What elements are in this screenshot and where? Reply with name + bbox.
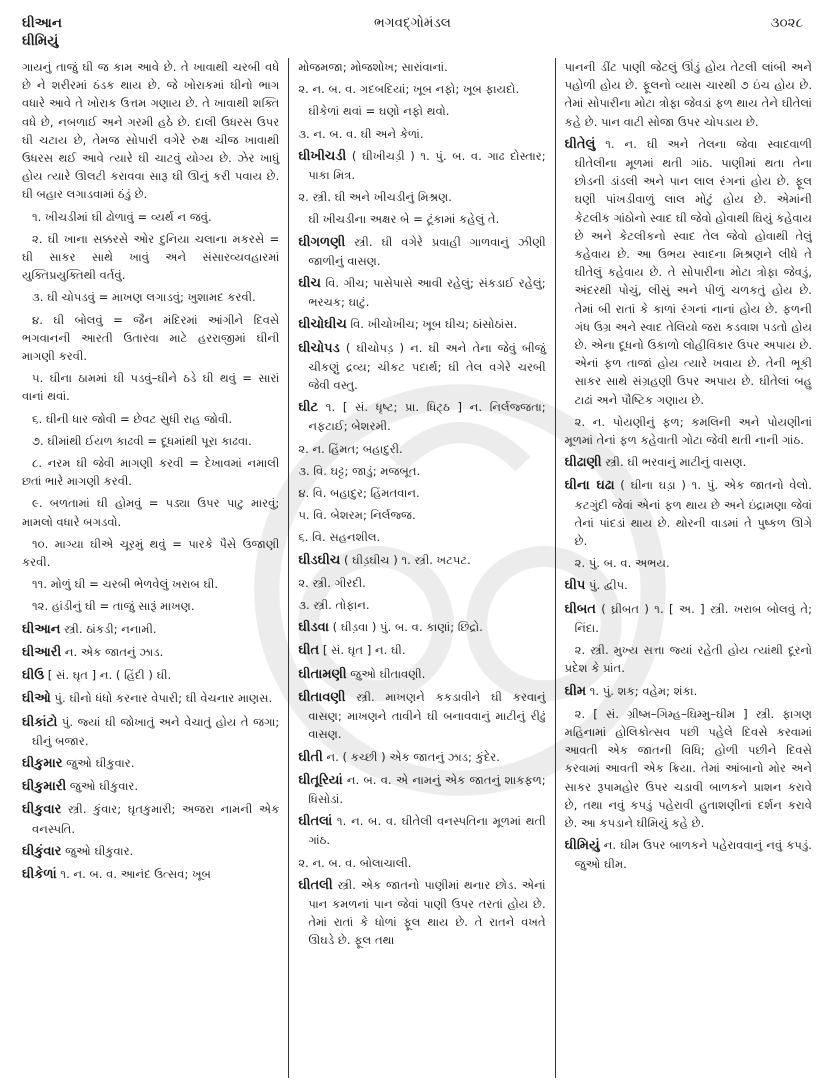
dictionary-entry bbox=[298, 551, 545, 570]
dictionary-entry bbox=[22, 800, 279, 837]
entry-definition: ન. એક જાતનું ઝાડ. bbox=[61, 644, 164, 659]
entry-definition: ન. ઘીમ ઉપર બાળકને પહેરાવવાનું નવું કપડું. જુઓ ઘીમ. bbox=[574, 838, 812, 872]
entry-continuation: ૨. ન. હિંમત; બહાદુરી. bbox=[298, 441, 403, 456]
entry-headword: ઘીકુમારી bbox=[22, 779, 67, 795]
entry-headword: ઘીતલી bbox=[298, 877, 333, 893]
entry-headword: ઘીઆરી bbox=[22, 644, 62, 660]
entry-definition: જુઓ ઘીકુવાર. bbox=[61, 843, 134, 858]
entry-continuation: ૩. સ્ત્રી. તોફાન. bbox=[298, 598, 370, 613]
entry-sense: ૮. નરમ ઘી જેવી માગણી કરવી = દેખાવમાં નમાલી છતાં ભારે માગણી કરવી. bbox=[22, 456, 280, 489]
dictionary-entry bbox=[298, 665, 545, 684]
entry-sense: ૬. ઘીની ધાર જોવી = છેવટ સુધી રાહ જોવી. bbox=[32, 411, 233, 426]
entry-headword: ઘીઉ bbox=[22, 668, 45, 684]
dictionary-entry bbox=[565, 836, 812, 873]
entry-definition: ( ઘીના ઘડ઼ા ) ૧. પું. એક જાતનો વેલો. કટગુંદી જેવાં એનાં ફળ થાય છે અને ઇંદ્રામણા જેવાં તેનાં પાંદડાં થાય છે. થોરની વાડમાં તે પુષ્કળ ઊગે છે. bbox=[574, 478, 812, 549]
entry-sense: ૨. ન. પોયણીનું ફળ; કમલિની અને પોયણીનાં મૂળમાં તેનાં ફળ કહેવાતી ગોટા જેવી થતી નાની ગાંઠ. bbox=[564, 414, 812, 448]
entry-headword: ઘીખીચડી bbox=[298, 148, 347, 164]
running-title: ભગવદ્‌ગોમંડલ bbox=[374, 15, 451, 31]
entry-headword: ઘીડઘીચ bbox=[298, 552, 341, 568]
dictionary-entry bbox=[565, 453, 812, 472]
entry-definition: ( ઘ્રીબત ) ૧. [ અ. ] સ્ત્રી. ખરાબ બોલવું તે; નિંદા. bbox=[574, 601, 812, 635]
entry-definition: ( ઘીડ઼વા ) પું. બ. વ. કાણાં; છિદ્રો. bbox=[328, 620, 483, 635]
entry-sense: ૪. ઘી બોલવું = જૈન મંદિરમાં આંગીને દિવસે ભગવાનની આરતી ઉતારવા માટે હરરાજીમાં ઘીની માગણી કરવી. bbox=[22, 312, 280, 364]
dictionary-entry bbox=[298, 641, 545, 660]
dictionary-entry bbox=[22, 689, 279, 708]
dictionary-entry bbox=[565, 135, 812, 409]
entry-sense: ઘી ખીચડીના અક્ષર બે = ટૂંકામાં કહેલું તે. bbox=[308, 212, 500, 227]
entry-sense: ૭. ઘીમાંથી ઈયળ કાઢવી = દૂધમાંથી પૂરા કાઢવા. bbox=[32, 433, 252, 448]
entry-headword: ઘીઓ bbox=[22, 691, 51, 707]
entry-headword: ઘીપ bbox=[564, 578, 586, 594]
dictionary-entry bbox=[22, 643, 279, 662]
entry-headword: ઘીચોઘીચ bbox=[298, 317, 347, 333]
entry-sense: ૧. ખીચડીમાં ઘી ઢોળાવું = વ્યર્થ ન જવું. bbox=[32, 209, 212, 224]
entry-definition: ( ઘીખીચડ઼ી ) ૧. પું. બ. વ. ગાઢ દોસ્તાર; પાકા મિત્ર. bbox=[308, 148, 546, 183]
entry-definition: જુઓ ઘીકુવાર. bbox=[62, 755, 135, 770]
entry-definition: જુઓ ઘીતાવણી. bbox=[346, 666, 426, 681]
dictionary-entry bbox=[22, 713, 279, 750]
entry-definition: સ્ત્રી. માખણને કકડાવીને ઘી કરવાનું વાસણ; માખણને તાવીને ઘી બનાવવાનું માટીનું રીઢું વાસણ. bbox=[308, 689, 546, 742]
dictionary-entry bbox=[565, 600, 812, 637]
entry-headword: ઘીટ bbox=[298, 400, 319, 416]
dictionary-entry bbox=[298, 771, 545, 808]
guide-word-first: ઘીઆન bbox=[22, 15, 62, 31]
entry-headword: ઘીકુમાર bbox=[22, 755, 63, 771]
entry-sense: ૧૦. માગ્યા ઘીએ ચૂરમું થવું = પારકે પૈસે ઉજાણી કરવી. bbox=[22, 536, 280, 570]
entry-continuation: ૨. ન. બ. વ. બોલાચાલી. bbox=[298, 855, 412, 870]
entry-continuation: ૨. સ્ત્રી. ઘી અને ખીચડીનું મિશ્રણ. bbox=[298, 190, 452, 205]
entry-continuation: ૪. વિ. બહાદુર; હિંમતવાન. bbox=[298, 486, 420, 501]
column-2 bbox=[288, 58, 554, 1078]
entry-headword: ઘીતેલું bbox=[564, 136, 596, 152]
entry-continuation: ૩. ન. બ. વ. ઘી અને કેળાં. bbox=[298, 126, 424, 141]
entry-headword: ઘીતામણી bbox=[298, 666, 347, 682]
entry-headword: ઘીના ઘઢા bbox=[564, 478, 615, 494]
guide-word-last: ઘીમિયું bbox=[22, 33, 59, 49]
entry-continuation: ૫. વિ. બેશરમ; નિર્લજ્જ. bbox=[298, 508, 416, 523]
dictionary-columns bbox=[22, 58, 812, 1078]
entry-definition: સ્ત્રી. કુંવાર; ઘૃતકુમારી; અજરા નામની એક વનસ્પતિ. bbox=[32, 802, 280, 836]
dictionary-entry bbox=[298, 233, 545, 270]
dictionary-entry bbox=[298, 147, 545, 184]
page-header bbox=[0, 14, 825, 54]
entry-definition: ૧. ન. બ. વ. ઘીતેલી વનસ્પતિના મૂળમાં થતી ગાંઠ. bbox=[308, 814, 546, 848]
entry-continuation: મોજમજા; મોજશોખ; સારાંવાનાં. bbox=[298, 60, 448, 74]
page-number: ૩૦૨૮ bbox=[770, 15, 803, 31]
dictionary-entry bbox=[22, 620, 279, 639]
entry-headword: ઘીકુંવાર bbox=[22, 843, 62, 859]
entry-continuation: ૬. વિ. સહનશીલ. bbox=[298, 530, 381, 545]
entry-sense: ૧૧. મોળું ઘી = ચરબી ભેળવેલું ખરાબ ઘી. bbox=[32, 577, 219, 592]
dictionary-entry bbox=[565, 576, 812, 595]
entry-headword: ઘીતાવણી bbox=[298, 689, 346, 705]
entry-sense: ૨. સ્ત્રી. મુખ્ય સત્તા જ્યાં રહેતી હોય ત્યાંથી દૂરનો પ્રદેશ કે પ્રાંત. bbox=[564, 643, 812, 676]
entry-headword: ઘીઢાણી bbox=[564, 455, 602, 471]
dictionary-entry bbox=[298, 876, 545, 950]
entry-definition: ૧. પું. શક; વહેમ; શંકા. bbox=[586, 683, 698, 698]
entry-sense: ઘીકેળાં થવાં = ઘણો નફો થવો. bbox=[308, 104, 450, 119]
entry-definition: સ્ત્રી. એક જાતનો પાણીમાં થનાર છોડ. એનાં પાન કમળનાં પાન જેવાં પાણી ઉપર તરતાં હોય છે. તેમાં રાતાં કે ધોળાં ફૂલ થાય છે. તે રાતને વખતે ઊઘડે છે. ફૂલ તથા bbox=[308, 877, 546, 948]
column-3 bbox=[555, 58, 812, 1078]
dictionary-entry bbox=[298, 748, 545, 767]
entry-headword: ઘીકાંટો bbox=[22, 714, 58, 730]
entry-sense: ૯. બળતામાં ઘી હોમવું = પડ્યા ઉપર પાટુ મારવું; મામલો વધારે બગડવો. bbox=[22, 496, 280, 529]
entry-headword: ઘીતલાં bbox=[298, 814, 333, 830]
entry-headword: ઘીગળણી bbox=[298, 234, 346, 250]
entry-definition: વિ. ખીચોખીચ; ખૂબ ઘીચ; ઠાંસોઠાંસ. bbox=[346, 317, 518, 332]
dictionary-entry bbox=[298, 688, 545, 744]
dictionary-entry bbox=[565, 476, 812, 550]
entry-continuation: ગાયનું તાજું ઘી જ કામ આવે છે. તે ખાવાથી ચરબી વધે છે ને શરીરમાં ઠંડક થાય છે. જે ખોરાકમાં ઘીનો ભાગ વધારે આવે તે ખોરાક ઉત્તમ ગણાય છે. તે ખાવાથી શક્તિ વધે છે, નબળાઈ અને ગરમી હઠે છે. દાલી ઉધરસ ઉપર ઘી ચટાય છે, તેમજ સોપારી વગેરે રુક્ષ ચીજ ખાવાથી ઉધરસ થઈ આવે ત્યારે ઘી ચાટવું યોગ્ય છે. ઝેર ખાધું હોય ત્યારે ઊલટી કરાવવા સારૂ ઘી ઊનું કરી પવાય છે. ઘી બહાર લગાડવામાં ઠંડું છે. bbox=[22, 60, 280, 202]
entry-definition: ન. ( કચ્છી ) એક જાતનું ઝાડ; કુંદેર. bbox=[322, 749, 500, 764]
entry-headword: ઘીડવા bbox=[298, 620, 329, 636]
entry-definition: પું. દ્વીપ. bbox=[585, 578, 628, 593]
entry-headword: ઘીબત bbox=[564, 601, 596, 617]
entry-sense: ૫. ઘીના ઠામમાં ઘી પડવું–ઘીને ઠડે ઘી થવું = સારાં વાનાં થવાં. bbox=[22, 371, 280, 404]
entry-headword: ઘીકેળાં bbox=[22, 866, 57, 882]
entry-definition: [ સં. ઘૃત ] ન. ( હિંદી ) ઘી. bbox=[44, 668, 172, 683]
entry-continuation: ૩. વિ. ઘટ્ટ; જાડું; મજબૂત. bbox=[298, 463, 421, 478]
dictionary-entry bbox=[22, 754, 279, 773]
entry-definition: ૧. [ સં. ધૃષ્ટ; પ્રા. ધિટ્ઠ ] ન. નિર્લજ્જતા; નફટાઈ; બેશરમી. bbox=[308, 400, 546, 434]
dictionary-entry bbox=[22, 865, 279, 884]
entry-headword: ઘીમિયું bbox=[564, 838, 600, 854]
entry-definition: ૧. ન. બ. વ. આનંદ ઉત્સવ; ખૂબ bbox=[56, 866, 211, 881]
entry-continuation: ૨. સ્ત્રી. ગીરદી. bbox=[298, 575, 366, 590]
entry-sense: ૨. ઘી ખાના સક્કરસે ઓર દુનિયા ચલાના મકરસે = ઘી સાકર સાથે ખાવું અને સંસારવ્યવહારમાં યુક્તિપ્રયુક્તિથી વર્તવું. bbox=[22, 231, 280, 283]
entry-definition: સ્ત્રી. ઘી ભરવાનું માટીનું વાસણ. bbox=[601, 455, 747, 470]
entry-headword: ઘીચ bbox=[298, 276, 321, 292]
entry-headword: ઘીકુવાર bbox=[22, 802, 62, 818]
entry-headword: ઘીતી bbox=[298, 749, 323, 765]
entry-sense: ૧૨. હાંડીનું ઘી = તાજું સારૂં માખણ. bbox=[32, 599, 195, 614]
dictionary-entry bbox=[22, 777, 279, 796]
entry-headword: ઘીત bbox=[298, 643, 320, 659]
entry-definition: ( ઘીડ઼ઘીચ ) ૧. સ્ત્રી. ખટપટ. bbox=[340, 552, 471, 567]
entry-continuation: ૨. ન. બ. વ. ગદબદિયાં; ખૂબ નફો; ખૂબ ફાયદો. bbox=[298, 82, 520, 97]
entry-headword: ઘીતૂરિયાં bbox=[298, 772, 343, 788]
entry-definition: ( ઘીચોપડ઼ ) ન. ઘી અને તેના જેવું બીજું ચીકણું દ્રવ્ય; ચીકટ પદાર્થ; ઘી તેલ વગેરે ચરબી જેવી વસ્તુ. bbox=[308, 340, 546, 393]
entry-definition: સ્ત્રી. ઘી વગેરે પ્રવાહી ગાળવાનું ઝીણી જાળીનું વાસણ. bbox=[308, 234, 546, 268]
entry-definition: [ સં. ઘૃત ] ન. ઘી. bbox=[319, 643, 406, 658]
entry-sense: ૨. [ સં. ગ્રીષ્મ–ગિમ્હ–ઘિમ્મુ–ઘીમ ] સ્ત્રી. ફાગણ મહિનામાં હોલિકોત્સવ પછી પહેલે દિવસે કરવામાં આવતી એક જાતની વિધિ; હોળી પછીને દિવસે કરવામાં આવતી એક ક્રિયા. તેમાં આંબાનો મોર અને સાકર રૂપામહોર ઉપર ચડાવી બાળકને પ્રાશન કરાવે છે, તથા નવું કપડું પહેરાવી હુતાશણીનાં દર્શન કરાવે છે. આ કપડાને ઘીમિયું કહે છે. bbox=[564, 706, 812, 830]
entry-definition: ન. બ. વ. એ નામનું એક જાતનું શાકફળ; ધિસોડાં. bbox=[308, 772, 546, 806]
dictionary-entry bbox=[298, 339, 545, 395]
entry-definition: સ્ત્રી. ઠાંકડી; નનામી. bbox=[60, 621, 157, 636]
entry-headword: ઘીઆન bbox=[22, 621, 61, 637]
dictionary-entry bbox=[298, 274, 545, 311]
dictionary-entry bbox=[22, 842, 279, 861]
entry-headword: ઘીમ bbox=[564, 683, 587, 699]
dictionary-entry bbox=[298, 812, 545, 849]
dictionary-entry bbox=[298, 618, 545, 637]
entry-definition: ૧. ન. ઘી અને તેલના જેવા સ્વાદવાળી ઘીતેલીના મૂળમાં થતી ગાંઠ. પાણીમાં થતા તેના છોડની ડાંડલી અને પાન લાલ રંગનાં હોય છે. ફૂલ ઘણી પાંખડીવાળું લાલ મોટું હોય છે. એમાંની કેટલીક ગાંઠોનો સ્વાદ ઘી જેવો હોવાથી ઘિયું કહેવાય છે અને કેટલીકનો સ્વાદ તેલ જેવો હોવાથી તેલું કહેવાય છે. આ ઉભય સ્વાદના મિશ્રણને લીધે તે ઘીતેલું કહેવાય છે. તે સોપારીના મોટા ત્રોફા જેવડું, અંદરથી પોચું, લીસું અને પીળું ચળકતું હોય છે. તેમાં બી રાતાં કે કાળાં રંગનાં નાનાં હોય છે. ફળની ગંધ ઉગ્ર અને સ્વાદ તેલિયો જરા કડવાશ પડતો હોય છે. એના દૂધનો ઉકાળો લોહીવિકાર ઉપર અપાય છે. એનાં ફળ તાજાં હોય ત્યારે ખવાય છે. તેની ભૂકી સાકર સાથે સંગ્રહણી ઉપર અપાય છે. ઘીતેલાં બહુ ટાઢાં અને પૌષ્ટિક ગણાય છે. bbox=[574, 136, 812, 407]
entry-continuation: પાનની ડીંટ પાણી જેટલું ઊંડું હોય તેટલી લાંબી અને પહોળી હોય છે. ફૂલનો વ્યાસ ચારથી ૭ ઇંચ હોય છે. તેમાં સોપારીના મોટા ત્રોફા જેવડાં ફળ થાય તેને ઘીતેલાં કહે છે. પાન વાટી સોજા ઉપર ચોપડાય છે. bbox=[564, 60, 812, 129]
column-1 bbox=[22, 58, 288, 1078]
entry-sense: ૨. પું. બ. વ. અભય. bbox=[574, 556, 670, 571]
dictionary-entry bbox=[22, 666, 279, 685]
entry-headword: ઘીચોપડ bbox=[298, 340, 340, 356]
entry-definition: પું. ઘીનો ધંધો કરનાર વેપારી; ઘી વેચનાર માણસ. bbox=[50, 691, 273, 706]
dictionary-entry bbox=[298, 315, 545, 334]
dictionary-entry bbox=[298, 398, 545, 435]
entry-definition: વિ. ગીચ; પાસેપાસે આવી રહેલું; સંકડાઈ રહેલું; ભરચક; ઘાટું. bbox=[308, 276, 546, 310]
entry-definition: પું. જ્યાં ઘી જોખાતું અને વેચાતું હોય તે જગા; ઘીનું બજાર. bbox=[32, 714, 280, 748]
dictionary-entry bbox=[565, 682, 812, 701]
entry-definition: જુઓ ઘીકુવાર. bbox=[66, 779, 139, 794]
entry-sense: ૩. ઘી ચોપડવું = માખણ લગાડવું; ખુશામદ કરવી. bbox=[32, 290, 256, 305]
